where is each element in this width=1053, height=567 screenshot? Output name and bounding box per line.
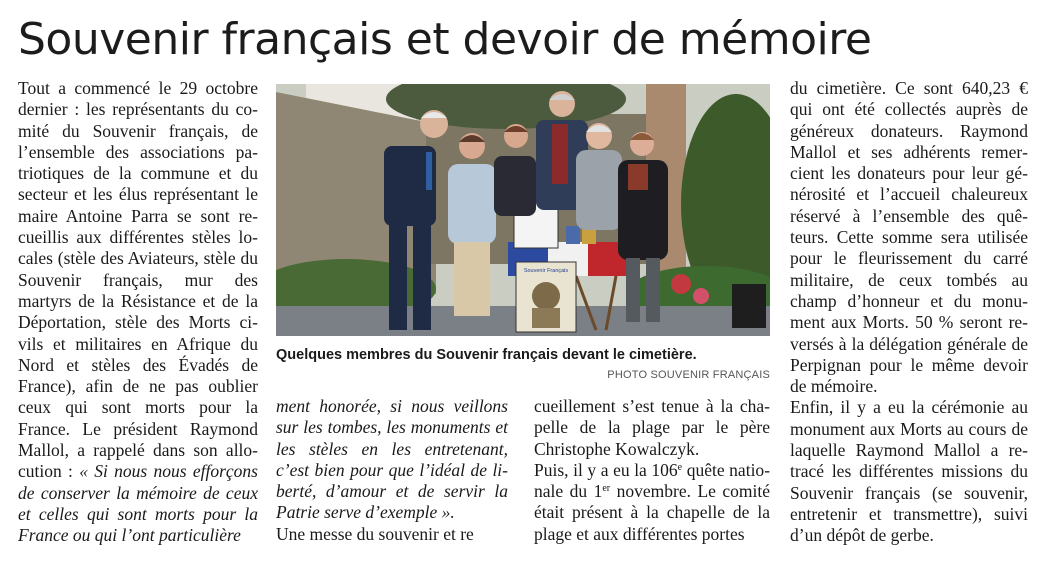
article-paragraph — [534, 396, 770, 460]
article-column-2 — [276, 396, 508, 545]
article-photo — [276, 84, 770, 336]
article-paragraph — [534, 460, 770, 545]
paragraph-text: du cimetière. Ce sont 640,23 € qui ont été collectés auprès de généreux donateurs. Raymond Mallol et ses adhérents remercient les donateurs pour leur générosité et l’accueil chaleureux réservé à l’ensemble des quêteurs. Cette somme sera utilisée pour le fleurissement du carré militaire, de ceux tombés au champ d’honneur et du monument aux Morts. 50 % seront reversés à la délégation générale de Perpignan pour le même devoir de mémoire. — [790, 78, 1028, 397]
article-paragraph — [276, 396, 508, 524]
paragraph-text: Puis, il y a eu la 106 — [534, 459, 678, 480]
quote-text: ment honorée, si nous veillons sur les tombes, les monuments et les stèles en les entretenant, c’est bien pour que l’idéal de liberté, d’amour et de servir la Patrie serve d’exemple ». — [276, 396, 508, 523]
book-title: Souvenir Français — [523, 268, 569, 274]
book-illustration — [532, 308, 560, 328]
flowers — [671, 274, 691, 294]
flowers — [693, 288, 709, 304]
article-paragraph — [276, 524, 508, 545]
article-paragraph — [18, 78, 258, 547]
photo-caption: Quelques membres du Souvenir français devant le cimetière. — [276, 347, 697, 363]
paragraph-text: cueillement s’est tenue à la chapelle de la plage par le père Christophe Kowalczyk. — [534, 396, 770, 459]
article-paragraph — [790, 397, 1028, 546]
paragraph-text: quête nationale du 1 — [534, 459, 771, 502]
booklet — [566, 226, 580, 244]
paragraph-text: novembre. Le comité était présent à la chapelle de la plage et aux différentes portes — [534, 481, 770, 544]
quote-text: « Si nous nous efforçons de conserver la mémoire de ceux et celles qui sont morts pour la France ou qui l’ont particulière — [18, 461, 258, 546]
superscript: e — [677, 461, 683, 473]
book-illustration — [532, 282, 560, 310]
article-headline: Souvenir français et devoir de mémoire — [18, 14, 872, 65]
article-column-1 — [18, 78, 258, 547]
superscript: er — [602, 483, 611, 495]
article-column-4 — [790, 78, 1028, 547]
paragraph-text: Une messe du souvenir et re — [276, 523, 474, 544]
article-paragraph — [790, 78, 1028, 397]
group-photo-illustration — [276, 84, 770, 336]
article-column-3 — [534, 396, 770, 545]
paragraph-text: Enfin, il y a eu la cérémonie au monument aux Morts au cours de laquelle Raymond Mallol a retracé les différentes missions du Souvenir français (se souvenir, entretenir et transmettre), suivi d’un dépôt de gerbe. — [790, 397, 1028, 546]
bag — [732, 284, 766, 328]
paragraph-text: Tout a commencé le 29 octobre dernier : les représentants du comité du Souvenir français, de l’ensemble des associations patriotiques de la commune et du secteur et les élus représentant le maire Antoine Parra se sont recueillis aux différentes stèles locales (stèle des Aviateurs, stèle du Souvenir français, mur des martyrs de la Résistance et de la Déportation, stèle des Morts civils et militaires en Afrique du Nord et stèles des Évadés de France), afin de ne pas oublier ceux qui sont morts pour la France. Le président Raymond Mallol, a rappelé dans son allocution : — [18, 78, 258, 482]
photo-credit: PHOTO SOUVENIR FRANÇAIS — [607, 369, 770, 381]
